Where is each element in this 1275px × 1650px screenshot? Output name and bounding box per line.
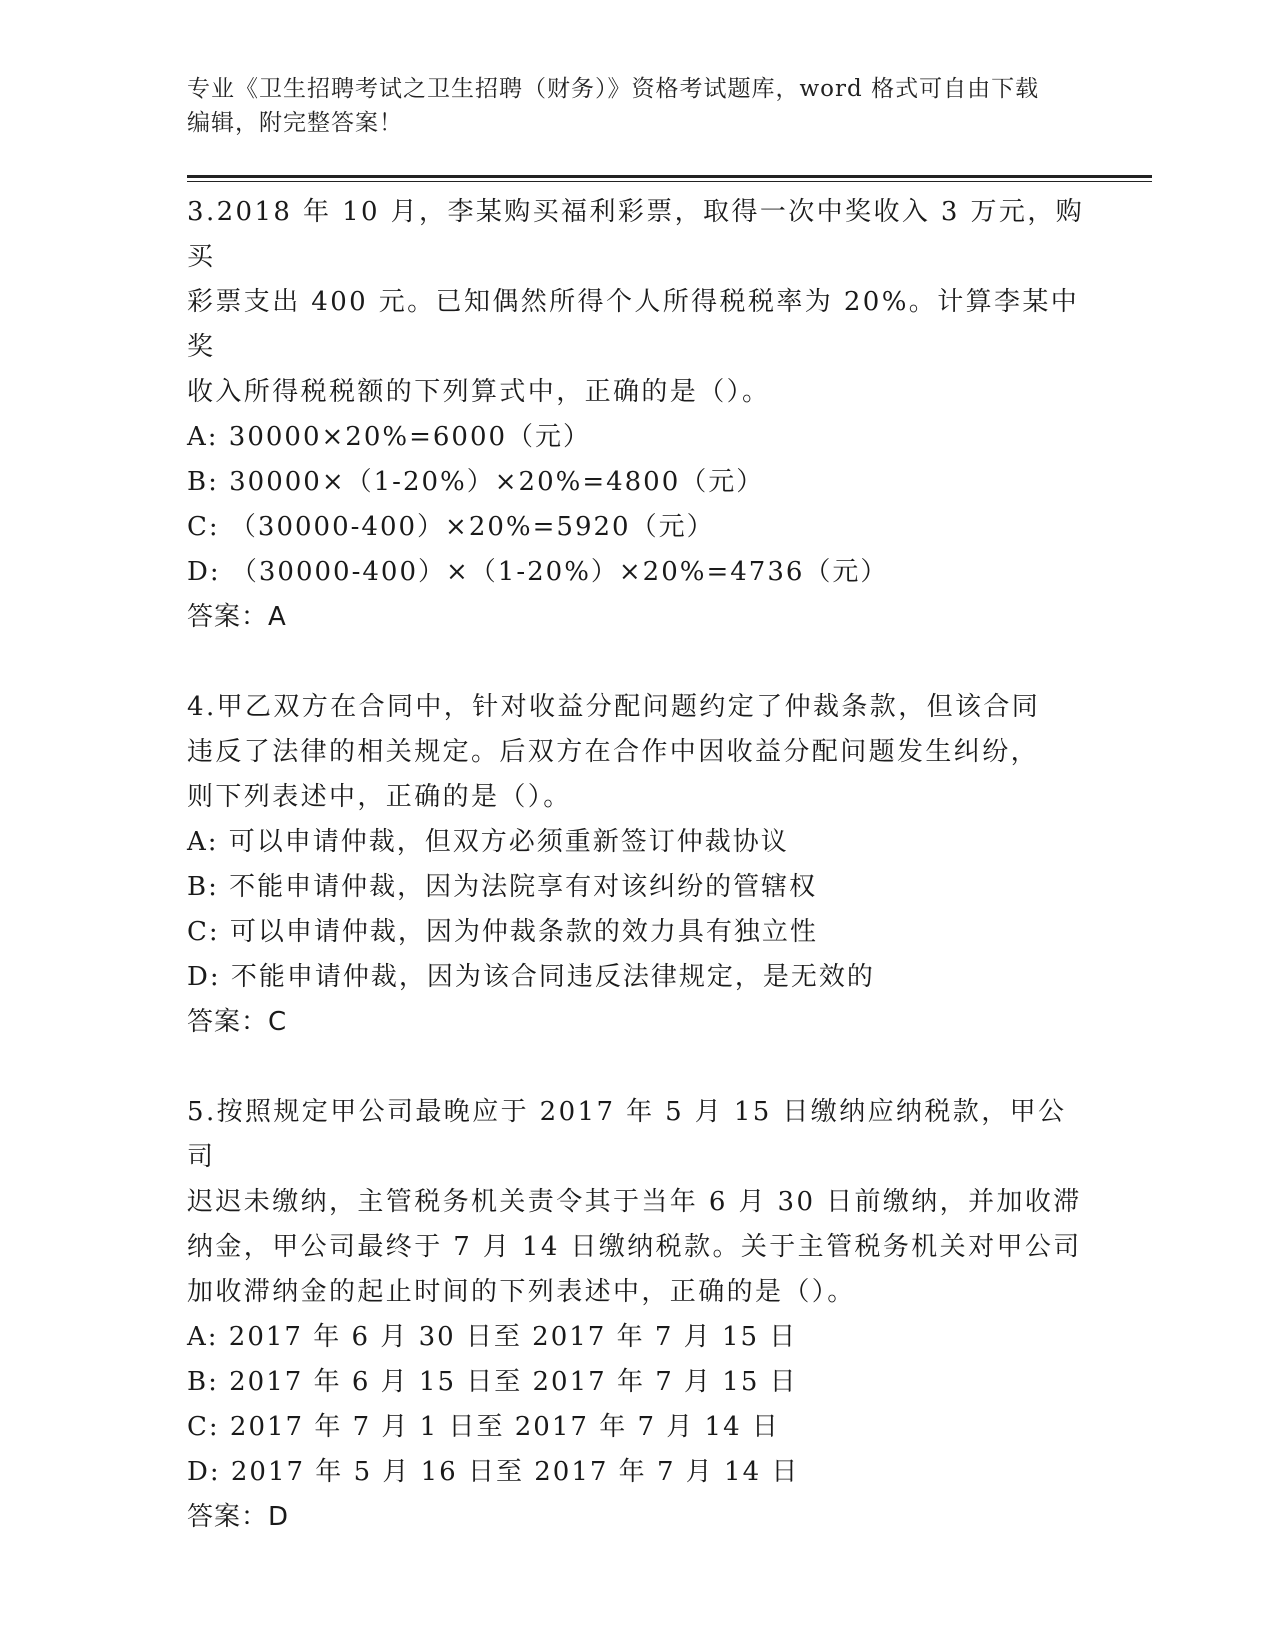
question-stem-line: 4.甲乙双方在合同中，针对收益分配问题约定了仲裁条款，但该合同 <box>187 692 1041 722</box>
option-a: A: 2017 年 6 月 30 日至 2017 年 7 月 15 日 <box>187 1322 798 1352</box>
question-3 <box>187 190 1087 640</box>
option-a: A: 可以申请仲裁，但双方必须重新签订仲裁协议 <box>187 827 789 857</box>
question-stem-line: 违反了法律的相关规定。后双方在合作中因收益分配问题发生纠纷， <box>187 737 1040 767</box>
option-c: C: 可以申请仲裁，因为仲裁条款的效力具有独立性 <box>187 917 818 947</box>
question-stem-line: 彩票支出 400 元。已知偶然所得个人所得税税率为 20%。计算李某中奖 <box>187 287 1080 362</box>
option-c: C: （30000-400）×20%=5920（元） <box>187 512 715 542</box>
question-stem-line: 迟迟未缴纳，主管税务机关责令其于当年 6 月 30 日前缴纳，并加收滞 <box>187 1187 1082 1217</box>
header-line-2: 编辑，附完整答案！ <box>187 110 403 136</box>
page-header <box>187 72 1067 140</box>
option-b: B: 不能申请仲裁，因为法院享有对该纠纷的管辖权 <box>187 872 818 902</box>
option-c: C: 2017 年 7 月 1 日至 2017 年 7 月 14 日 <box>187 1412 780 1442</box>
option-b: B: 2017 年 6 月 15 日至 2017 年 7 月 15 日 <box>187 1367 798 1397</box>
option-d: D: （30000-400）×（1-20%）×20%=4736（元） <box>187 557 889 587</box>
question-spacer <box>187 640 1087 685</box>
header-line-1: 专业《卫生招聘考试之卫生招聘（财务）》资格考试题库，word 格式可自由下载 <box>187 76 1040 102</box>
question-stem-line: 加收滞纳金的起止时间的下列表述中，正确的是（）。 <box>187 1277 856 1307</box>
question-stem-line: 3.2018 年 10 月，李某购买福利彩票，取得一次中奖收入 3 万元，购买 <box>187 197 1085 272</box>
question-4 <box>187 685 1087 1045</box>
question-list <box>187 190 1087 1540</box>
question-stem-line: 收入所得税税额的下列算式中，正确的是（）。 <box>187 377 771 407</box>
question-stem-line: 5.按照规定甲公司最晚应于 2017 年 5 月 15 日缴纳应纳税款，甲公司 <box>187 1097 1067 1172</box>
answer-line: 答案：A <box>187 602 287 632</box>
answer-line: 答案：C <box>187 1007 288 1037</box>
option-d: D: 不能申请仲裁，因为该合同违反法律规定，是无效的 <box>187 962 875 992</box>
option-a: A: 30000×20%=6000（元） <box>187 422 592 452</box>
question-stem-line: 则下列表述中，正确的是（）。 <box>187 782 572 812</box>
header-divider-thin <box>187 181 1152 182</box>
question-5 <box>187 1090 1087 1540</box>
header-divider-thick <box>187 175 1152 178</box>
option-b: B: 30000×（1-20%）×20%=4800（元） <box>187 467 765 497</box>
question-stem-line: 纳金，甲公司最终于 7 月 14 日缴纳税款。关于主管税务机关对甲公司 <box>187 1232 1082 1262</box>
answer-line: 答案：D <box>187 1502 290 1532</box>
option-d: D: 2017 年 5 月 16 日至 2017 年 7 月 14 日 <box>187 1457 800 1487</box>
question-spacer <box>187 1045 1087 1090</box>
